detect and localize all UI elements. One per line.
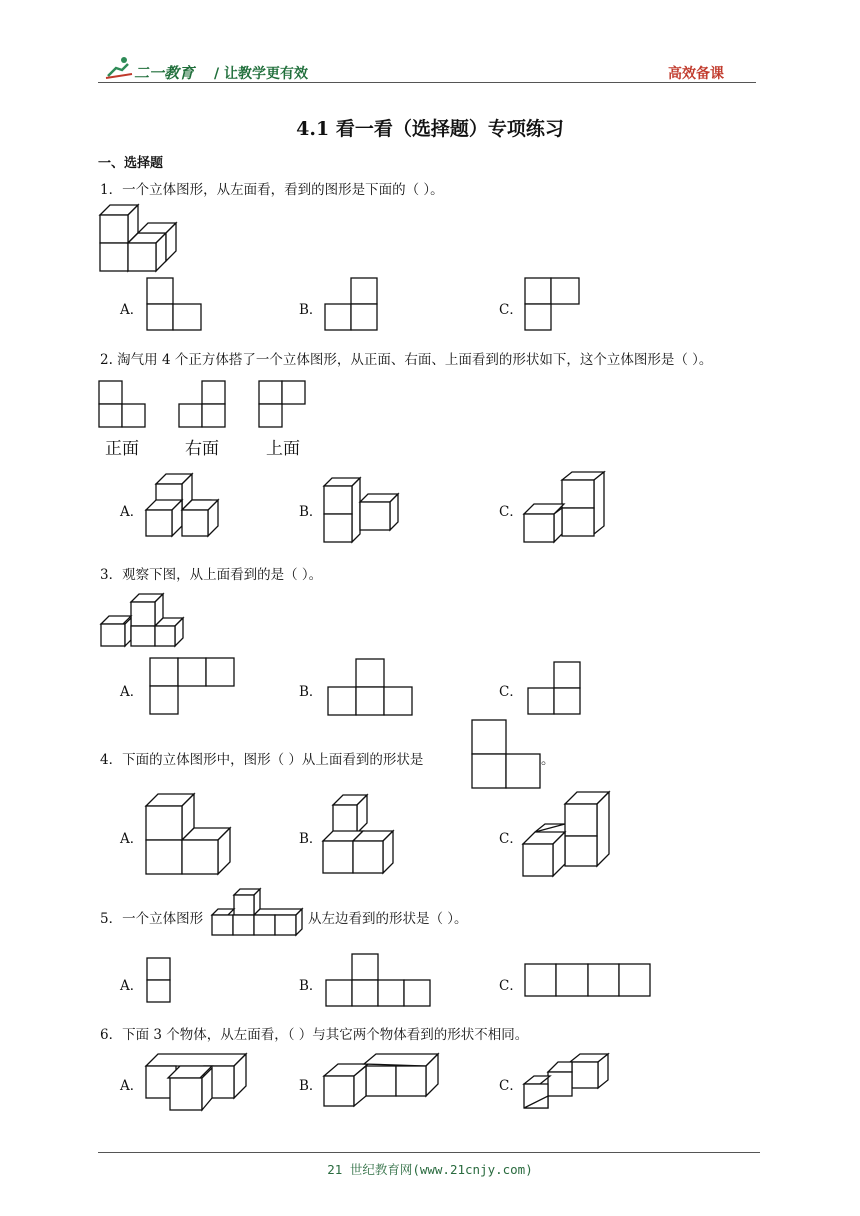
q5-option-c-figure[interactable] [525,964,655,1000]
q3-option-c-figure[interactable] [528,662,584,716]
q1-option-b-figure[interactable] [325,278,381,332]
q6-option-a-label[interactable]: A． [120,1078,144,1094]
q2-option-a-figure[interactable] [146,474,222,542]
q2-option-b-label[interactable]: B． [299,504,323,520]
q2-top-view [259,381,307,429]
q6-option-b-figure[interactable] [324,1054,444,1110]
q5-option-c-label[interactable]: C． [499,978,523,994]
section-heading: 一、选择题 [98,156,164,171]
q5-option-b-figure[interactable] [326,954,436,1010]
q4-top-view-figure [472,720,546,790]
q2-right-view [179,381,227,429]
q1-option-a-label[interactable]: A． [120,302,144,318]
q4-option-b-figure[interactable] [323,795,397,877]
q2-top-view-label: 上面 [266,439,300,459]
logo-text: 二一教育 [134,64,195,82]
question-6-text: 6．下面 3 个物体，从左面看，（ ）与其它两个物体看到的形状不相同。 [100,1027,529,1043]
q3-option-a-label[interactable]: A． [120,684,144,700]
header-divider [98,82,756,83]
question-4-text-before: 4．下面的立体图形中，图形（ ）从上面看到的形状是 [100,752,424,768]
q2-option-c-figure[interactable] [524,472,606,546]
question-4-text-after: 。 [541,752,555,768]
q1-option-c-figure[interactable] [525,278,581,332]
q2-right-view-label: 右面 [185,439,219,459]
q6-option-c-figure[interactable] [524,1054,616,1112]
q4-option-b-label[interactable]: B． [299,831,323,847]
q6-option-b-label[interactable]: B． [299,1078,323,1094]
q6-option-a-figure[interactable] [146,1052,262,1114]
footer-divider [98,1152,760,1153]
header-right-label: 高效备课 [668,66,724,82]
q4-option-c-figure[interactable] [523,792,613,878]
question-5-text-before: 5．一个立体图形 [100,911,204,927]
q2-front-view-label: 正面 [105,439,139,459]
q2-option-c-label[interactable]: C． [499,504,523,520]
q3-option-b-figure[interactable] [328,659,416,719]
q4-option-c-label[interactable]: C． [499,831,523,847]
logo-runner-icon [104,56,134,80]
q4-option-a-label[interactable]: A． [120,831,144,847]
q2-front-view [99,381,147,429]
q1-solid-figure [100,205,180,275]
question-5-text-after: 从左边看到的形状是（ ）。 [308,911,468,927]
q2-option-b-figure[interactable] [324,478,400,546]
header-slogan: / 让教学更有效 [214,66,308,82]
footer-text[interactable]: 21 世纪教育网(www.21cnjy.com) [327,1162,533,1177]
question-1-text: 1．一个立体图形，从左面看，看到的图形是下面的（ ）。 [100,182,444,198]
q5-option-a-figure[interactable] [147,958,175,1004]
q5-solid-figure [212,887,308,939]
q6-option-c-label[interactable]: C． [499,1078,523,1094]
q1-option-c-label[interactable]: C． [499,302,523,318]
question-3-text: 3．观察下图，从上面看到的是（ ）。 [100,567,323,583]
q2-option-a-label[interactable]: A． [120,504,144,520]
q1-option-b-label[interactable]: B． [299,302,323,318]
page-title: 4.1 看一看（选择题）专项练习 [296,118,564,140]
q5-option-a-label[interactable]: A． [120,978,144,994]
q5-option-b-label[interactable]: B． [299,978,323,994]
q3-option-b-label[interactable]: B． [299,684,323,700]
q4-option-a-figure[interactable] [146,794,232,876]
question-2-text: 2. 淘气用 4 个正方体搭了一个立体图形，从正面、右面、上面看到的形状如下，这个立体图形是（ ）。 [100,352,713,368]
q3-option-a-figure[interactable] [150,658,238,718]
q3-solid-figure [101,594,187,648]
q1-option-a-figure[interactable] [147,278,203,332]
q3-option-c-label[interactable]: C． [499,684,523,700]
